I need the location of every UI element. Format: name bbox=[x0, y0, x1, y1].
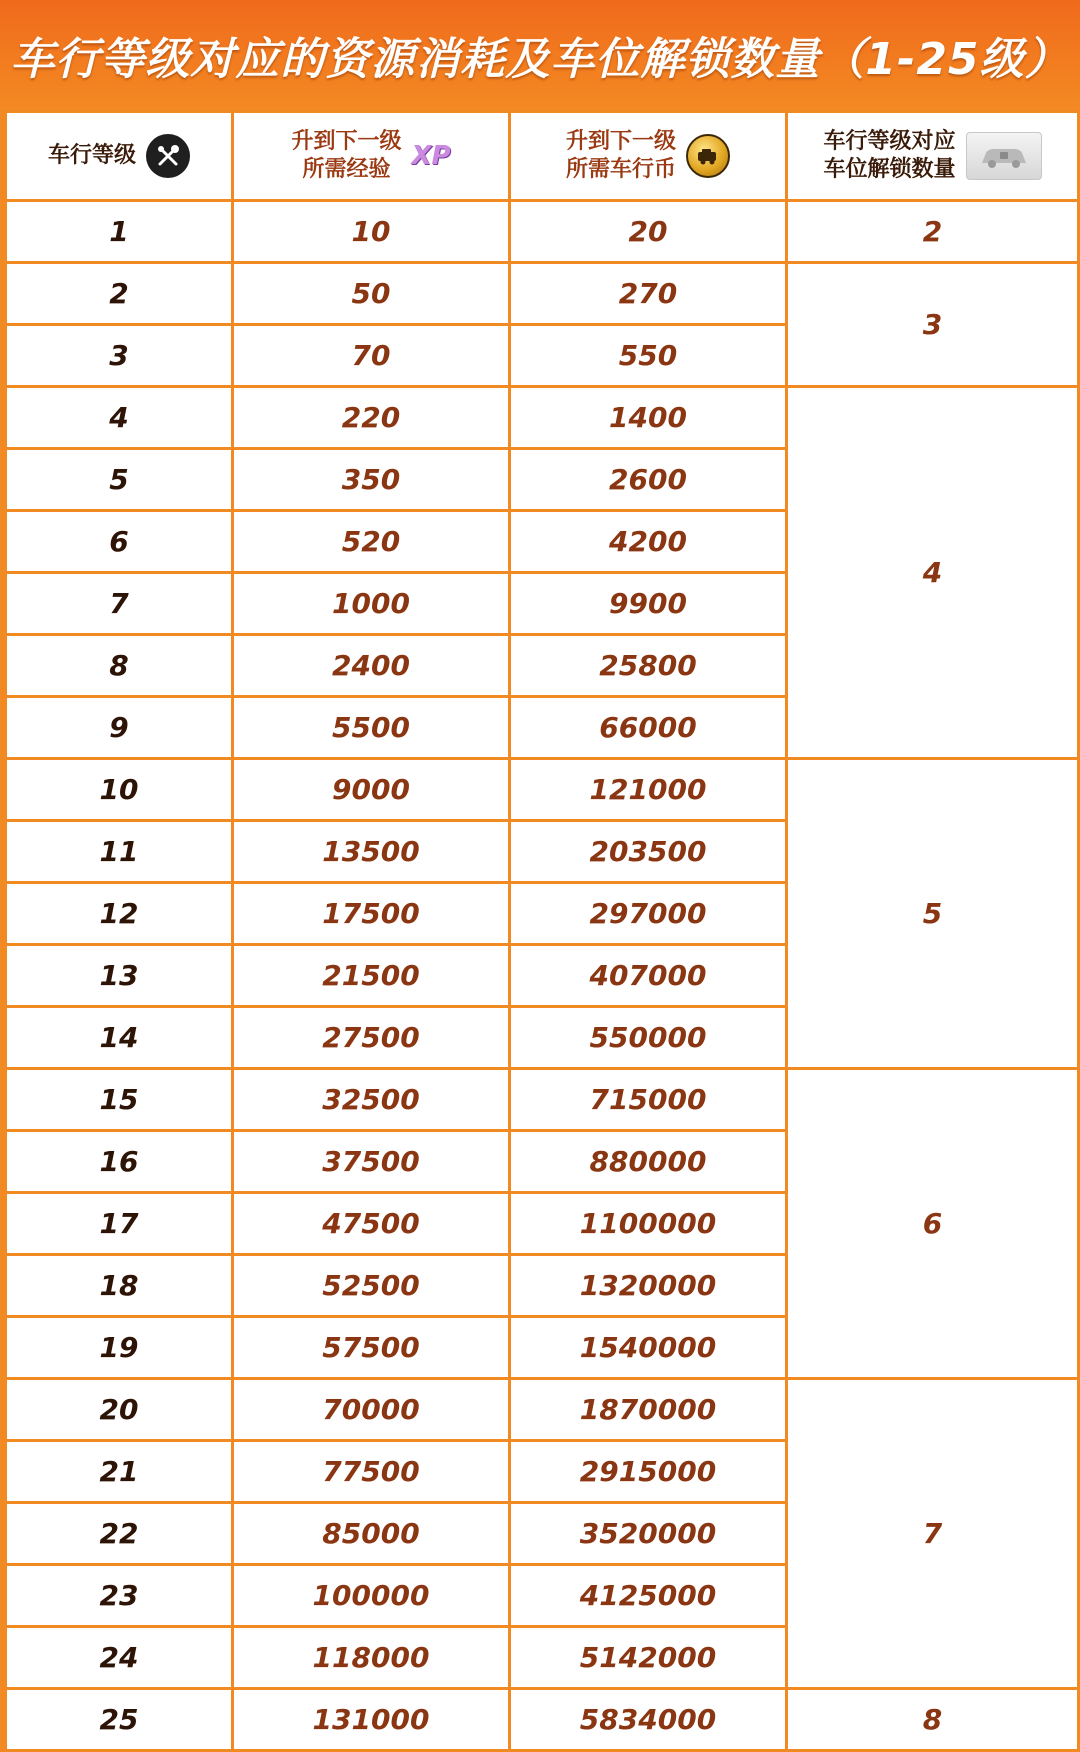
coin-cell: 297000 bbox=[510, 883, 787, 945]
level-cell: 2 bbox=[6, 263, 233, 325]
slot-count-cell: 4 bbox=[787, 387, 1079, 759]
level-cell: 1 bbox=[6, 201, 233, 263]
coin-cell: 1100000 bbox=[510, 1193, 787, 1255]
xp-cell: 17500 bbox=[233, 883, 510, 945]
coin-cell: 5834000 bbox=[510, 1689, 787, 1751]
table-row bbox=[6, 263, 1079, 325]
coin-cell: 2915000 bbox=[510, 1441, 787, 1503]
header-level bbox=[6, 112, 233, 201]
coin-cell: 25800 bbox=[510, 635, 787, 697]
header-slot bbox=[787, 112, 1079, 201]
coin-cell: 3520000 bbox=[510, 1503, 787, 1565]
coin-cell: 4200 bbox=[510, 511, 787, 573]
xp-cell: 9000 bbox=[233, 759, 510, 821]
table-row bbox=[6, 387, 1079, 449]
slot-count-cell: 7 bbox=[787, 1379, 1079, 1689]
header-coin-line1: 升到下一级 bbox=[565, 129, 676, 154]
header-slot-line1: 车行等级对应 bbox=[823, 129, 956, 154]
level-cell: 11 bbox=[6, 821, 233, 883]
level-cell: 5 bbox=[6, 449, 233, 511]
level-cell: 12 bbox=[6, 883, 233, 945]
level-cell: 14 bbox=[6, 1007, 233, 1069]
level-cell: 4 bbox=[6, 387, 233, 449]
xp-cell: 70000 bbox=[233, 1379, 510, 1441]
level-cell: 19 bbox=[6, 1317, 233, 1379]
coin-cell: 5142000 bbox=[510, 1627, 787, 1689]
header-coin bbox=[510, 112, 787, 201]
car-slot-icon bbox=[966, 132, 1042, 180]
xp-cell: 52500 bbox=[233, 1255, 510, 1317]
xp-cell: 520 bbox=[233, 511, 510, 573]
level-cell: 3 bbox=[6, 325, 233, 387]
table-header-row bbox=[6, 112, 1079, 201]
coin-cell: 4125000 bbox=[510, 1565, 787, 1627]
table-row bbox=[6, 1379, 1079, 1441]
xp-cell: 85000 bbox=[233, 1503, 510, 1565]
level-cell: 13 bbox=[6, 945, 233, 1007]
header-xp-line1: 升到下一级 bbox=[291, 129, 402, 154]
table-row bbox=[6, 1069, 1079, 1131]
level-cell: 21 bbox=[6, 1441, 233, 1503]
level-cell: 7 bbox=[6, 573, 233, 635]
coin-cell: 715000 bbox=[510, 1069, 787, 1131]
xp-cell: 1000 bbox=[233, 573, 510, 635]
xp-cell: 10 bbox=[233, 201, 510, 263]
xp-cell: 50 bbox=[233, 263, 510, 325]
xp-icon: XP bbox=[411, 141, 451, 171]
slot-count-cell: 6 bbox=[787, 1069, 1079, 1379]
xp-cell: 57500 bbox=[233, 1317, 510, 1379]
xp-cell: 131000 bbox=[233, 1689, 510, 1751]
slot-count-cell: 2 bbox=[787, 201, 1079, 263]
coin-cell: 1320000 bbox=[510, 1255, 787, 1317]
coin-cell: 9900 bbox=[510, 573, 787, 635]
level-cell: 6 bbox=[6, 511, 233, 573]
level-cell: 22 bbox=[6, 1503, 233, 1565]
header-xp-line2: 所需经验 bbox=[302, 157, 391, 182]
header-coin-line2: 所需车行币 bbox=[565, 157, 676, 182]
slot-count-cell: 8 bbox=[787, 1689, 1079, 1751]
header-level-label: 车行等级 bbox=[47, 143, 136, 168]
xp-cell: 13500 bbox=[233, 821, 510, 883]
level-cell: 24 bbox=[6, 1627, 233, 1689]
coin-cell: 550000 bbox=[510, 1007, 787, 1069]
coin-cell: 880000 bbox=[510, 1131, 787, 1193]
coin-cell: 1400 bbox=[510, 387, 787, 449]
table-row bbox=[6, 1689, 1079, 1751]
xp-cell: 350 bbox=[233, 449, 510, 511]
coin-cell: 203500 bbox=[510, 821, 787, 883]
xp-cell: 2400 bbox=[233, 635, 510, 697]
xp-cell: 118000 bbox=[233, 1627, 510, 1689]
table-row bbox=[6, 201, 1079, 263]
xp-cell: 220 bbox=[233, 387, 510, 449]
coin-cell: 1540000 bbox=[510, 1317, 787, 1379]
level-cell: 23 bbox=[6, 1565, 233, 1627]
xp-cell: 21500 bbox=[233, 945, 510, 1007]
xp-cell: 77500 bbox=[233, 1441, 510, 1503]
xp-cell: 100000 bbox=[233, 1565, 510, 1627]
coin-cell: 121000 bbox=[510, 759, 787, 821]
xp-cell: 27500 bbox=[233, 1007, 510, 1069]
coin-cell: 66000 bbox=[510, 697, 787, 759]
level-table bbox=[4, 110, 1080, 1752]
xp-cell: 37500 bbox=[233, 1131, 510, 1193]
level-cell: 15 bbox=[6, 1069, 233, 1131]
title-bar bbox=[0, 0, 1080, 110]
coin-cell: 1870000 bbox=[510, 1379, 787, 1441]
page-title: 车行等级对应的资源消耗及车位解锁数量（1-25级） bbox=[10, 34, 1070, 85]
slot-count-cell: 5 bbox=[787, 759, 1079, 1069]
coin-cell: 407000 bbox=[510, 945, 787, 1007]
coin-cell: 20 bbox=[510, 201, 787, 263]
header-xp bbox=[233, 112, 510, 201]
header-slot-line2: 车位解锁数量 bbox=[823, 157, 956, 182]
coin-cell: 2600 bbox=[510, 449, 787, 511]
level-cell: 9 bbox=[6, 697, 233, 759]
table-row bbox=[6, 759, 1079, 821]
coin-cell: 270 bbox=[510, 263, 787, 325]
coin-cell: 550 bbox=[510, 325, 787, 387]
xp-cell: 70 bbox=[233, 325, 510, 387]
wrench-icon bbox=[146, 134, 190, 178]
slot-count-cell: 3 bbox=[787, 263, 1079, 387]
xp-cell: 32500 bbox=[233, 1069, 510, 1131]
xp-cell: 5500 bbox=[233, 697, 510, 759]
level-cell: 10 bbox=[6, 759, 233, 821]
level-cell: 25 bbox=[6, 1689, 233, 1751]
level-cell: 17 bbox=[6, 1193, 233, 1255]
level-cell: 16 bbox=[6, 1131, 233, 1193]
coin-icon bbox=[686, 134, 730, 178]
level-cell: 18 bbox=[6, 1255, 233, 1317]
level-cell: 20 bbox=[6, 1379, 233, 1441]
xp-cell: 47500 bbox=[233, 1193, 510, 1255]
level-cell: 8 bbox=[6, 635, 233, 697]
